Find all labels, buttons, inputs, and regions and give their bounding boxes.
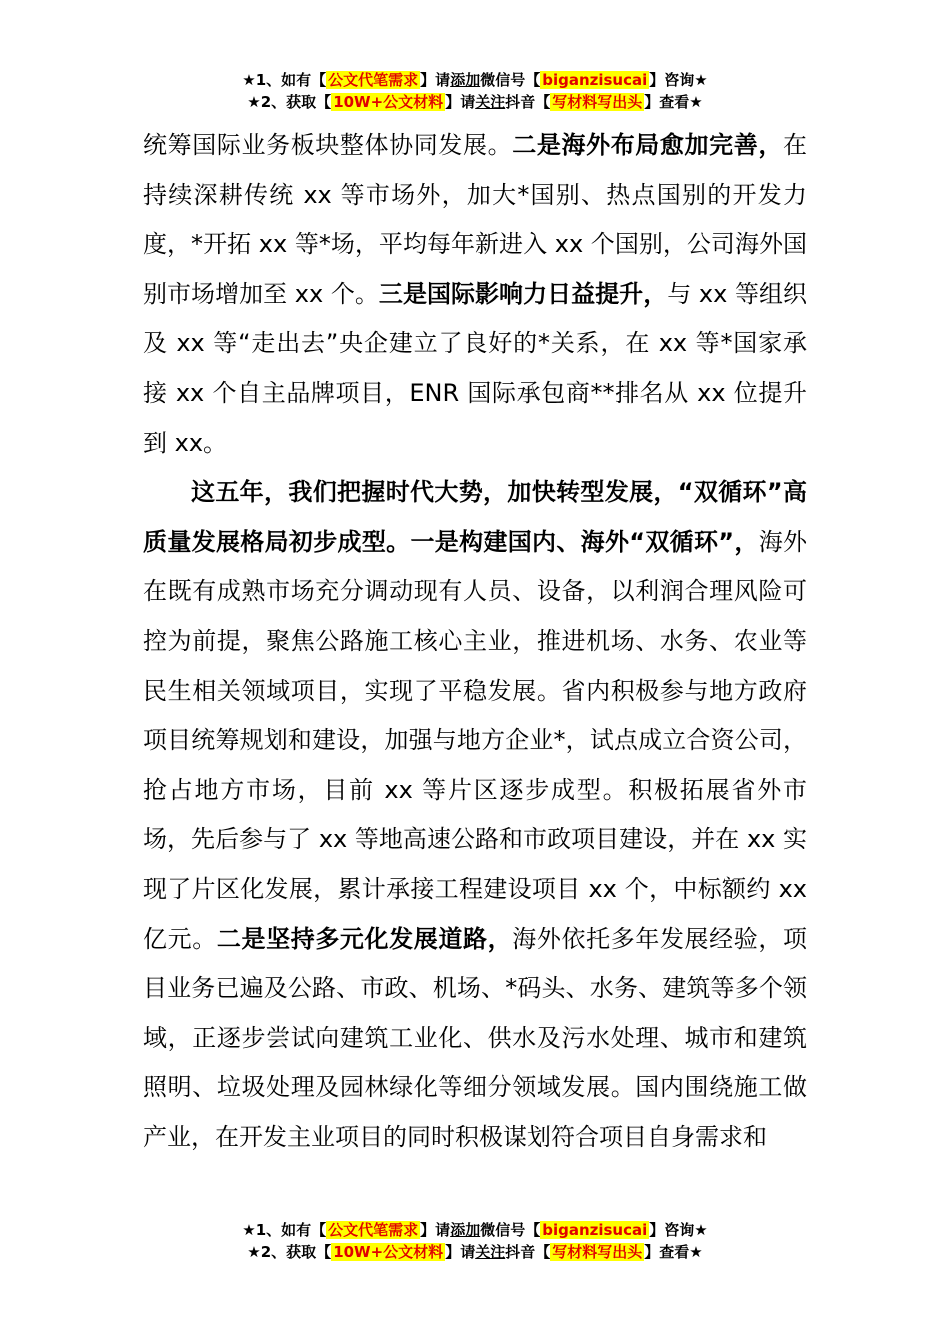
- highlight-wechat-id: biganzisucai: [542, 71, 648, 89]
- header-promo-line-1: ★1、如有【 公文代笔需求 】请添加微信号【 biganzisucai 】咨询★: [242, 71, 708, 89]
- bold-point-overseas-layout: 二是海外布局愈加完善，: [512, 131, 784, 159]
- document-body: [143, 121, 807, 1162]
- highlight-materials: 10W+公文材料: [333, 1243, 444, 1261]
- header-promo-line-2: ★2、获取【 10W+公文材料 】请关注抖音【 写材料写出头 】查看★: [247, 93, 703, 111]
- bold-heading-dual-circulation: 这五年，我们把握时代大势，加快转型发展，“双循环”高质量发展格局初步成型。一是构建国内、海外“双循环”，: [143, 478, 807, 556]
- paragraph-international: 统筹国际业务板块整体协同发展。二是海外布局愈加完善，在持续深耕传统 xx 等市场外，加大*国别、热点国别的开发力度，*开拓 xx 等*场，平均每年新进入 xx 个国别，公司海外国别市场增加至 xx 个。三是国际影响力日益提升，与 xx 等组织及 xx 等“走出去”央企建立了良好的*关系，在 xx 等*国家承接 xx 个自主品牌项目，ENR 国际承包商**排名从 xx 位提升到 xx。: [143, 131, 808, 457]
- bold-point-diversification: 二是坚持多元化发展道路，: [216, 924, 513, 953]
- footer-promo-banner: [0, 1219, 950, 1263]
- highlight-wechat-id: biganzisucai: [542, 1221, 648, 1239]
- highlight-ghostwriting: 公文代笔需求: [328, 1221, 419, 1239]
- footer-promo-line-2: ★2、获取【 10W+公文材料 】请关注抖音【 写材料写出头 】查看★: [247, 1243, 703, 1261]
- highlight-douyin-account: 写材料写出头: [552, 1243, 643, 1261]
- footer-promo-line-1: ★1、如有【 公文代笔需求 】请添加微信号【 biganzisucai 】咨询★: [242, 1221, 708, 1239]
- highlight-douyin-account: 写材料写出头: [552, 93, 643, 111]
- bold-point-influence: 三是国际影响力日益提升，: [378, 279, 668, 308]
- paragraph-dual-circulation: 这五年，我们把握时代大势，加快转型发展，“双循环”高质量发展格局初步成型。一是构建国内、海外“双循环”，海外在既有成熟市场充分调动现有人员、设备，以利润合理风险可控为前提，聚焦公路施工核心主业，推进机场、水务、农业等民生相关领域项目，实现了平稳发展。省内积极参与地方政府项目统筹规划和建设，加强与地方企业*，试点成立合资公司，抢占地方市场，目前 xx 等片区逐步成型。积极拓展省外市场，先后参与了 xx 等地高速公路和市政项目建设，并在 xx 实现了片区化发展，累计承接工程建设项目 xx 个，中标额约 xx 亿元。二是坚持多元化发展道路，海外依托多年发展经验，项目业务已遍及公路、市政、机场、*码头、水务、建筑等多个领域，正逐步尝试向建筑工业化、供水及污水处理、城市和建筑照明、垃圾处理及园林绿化等细分领域发展。国内围绕施工做产业，在开发主业项目的同时积极谋划符合项目自身需求和: [143, 478, 808, 1151]
- highlight-materials: 10W+公文材料: [333, 93, 444, 111]
- header-promo-banner: [0, 69, 950, 113]
- highlight-ghostwriting: 公文代笔需求: [328, 71, 419, 89]
